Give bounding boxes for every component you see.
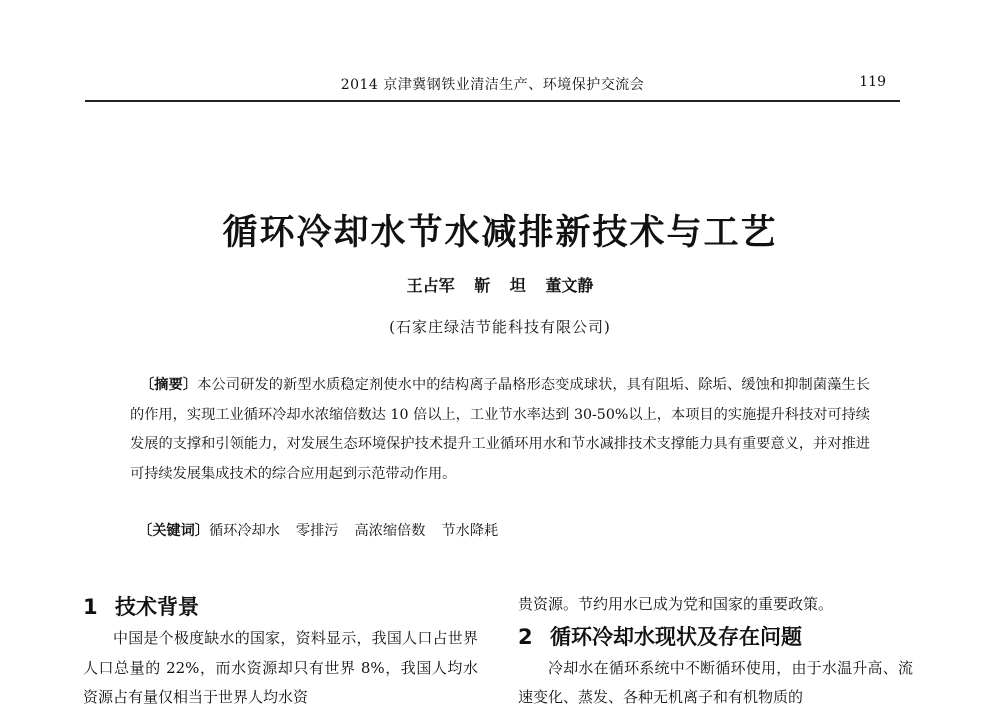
section-2-heading [518, 620, 913, 654]
keywords-label: 〔关键词〕 [138, 523, 209, 539]
page-number: 119 [859, 74, 886, 90]
section-1-paragraph: 中国是个极度缺水的国家，资料显示，我国人口占世界人口总量的 22%，而水资源却只有世界 8%，我国人均水资源占有量仅相当于世界人均水资 [83, 629, 478, 706]
keyword-item: 循环冷却水 [208, 523, 280, 539]
section-2-paragraph: 冷却水在循环系统中不断循环使用，由于水温升高、流速变化、蒸发、各种无机离子和有机物质的 [518, 658, 913, 706]
conference-title: 2014 京津冀钢铁业清洁生产、环境保护交流会 [340, 77, 645, 93]
left-column [83, 590, 478, 713]
keyword-item: 高浓缩倍数 [354, 523, 426, 539]
abstract [130, 371, 870, 489]
paper-affiliation: (石家庄绿洁节能科技有限公司) [389, 318, 611, 336]
section-2-number: 2 [518, 624, 533, 649]
keyword-item: 节水降耗 [441, 523, 499, 539]
keyword-item: 零排污 [295, 523, 339, 539]
abstract-label: 〔摘要〕 [139, 377, 198, 393]
paper-authors: 王占军 靳 坦 董文静 [406, 276, 594, 295]
section-1-title: 技术背景 [115, 595, 199, 619]
section-2-title: 循环冷却水现状及存在问题 [550, 624, 802, 649]
paper-title: 循环冷却水节水减排新技术与工艺 [222, 213, 778, 253]
section-1-number: 1 [83, 595, 98, 619]
right-column [518, 590, 913, 713]
keywords [138, 517, 878, 546]
section-1-heading [83, 590, 478, 624]
abstract-text: 本公司研发的新型水质稳定剂使水中的结构离子晶格形态变成球状，具有阻垢、除垢、缓蚀和抑制菌藻生长的作用，实现工业循环冷却水浓缩倍数达 10 倍以上，工业节水率达到 30-50%以上，本项目的实施提升科技对可持续发展的支撑和引领能力，对发展生态环境保护技术提升工业循环用水和节水减排技术支撑能力具有重要意义，并对推进可持续发展集成技术的综合应用起到示范带动作用。 [130, 377, 870, 482]
running-header [85, 70, 900, 102]
section-1-continuation: 贵资源。节约用水已成为党和国家的重要政策。 [518, 595, 834, 613]
